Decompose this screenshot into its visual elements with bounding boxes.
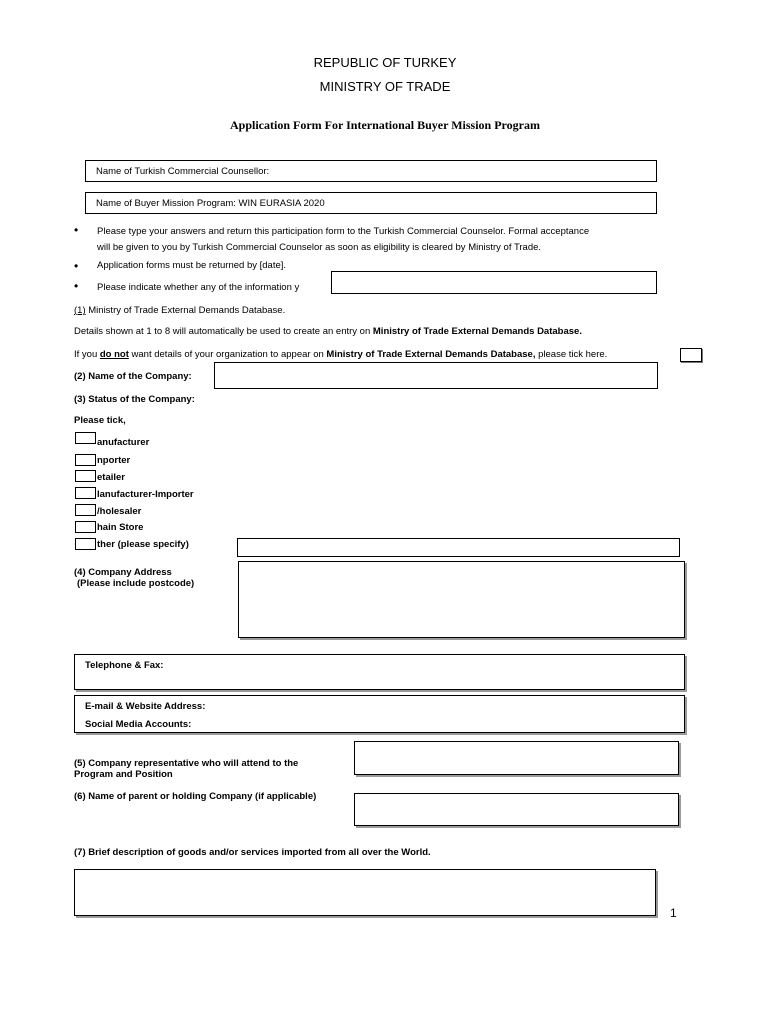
page-number: 1	[670, 906, 677, 920]
status-option-manufacturer: anufacturer	[97, 437, 150, 448]
section-1-heading	[74, 305, 285, 316]
section-1-tick-instruction	[74, 349, 607, 360]
details-database-name: Ministry of Trade External Demands Database.	[372, 326, 582, 337]
status-checkbox-retailer[interactable]	[75, 470, 96, 482]
section-1-heading-text: Ministry of Trade External Demands Database.	[85, 305, 286, 316]
company-name-field[interactable]	[214, 362, 658, 389]
telephone-fax-field[interactable]	[74, 654, 685, 690]
bullet-1: •	[74, 223, 79, 237]
email-website-label: E-mail & Website Address:	[85, 701, 206, 712]
tick-text-do-not: do not	[99, 349, 129, 360]
tick-text-database: Ministry of Trade External Demands Database,	[326, 349, 536, 360]
section-5-label-line2: Program and Position	[74, 769, 173, 780]
info-indication-field[interactable]	[331, 271, 657, 294]
email-social-field[interactable]	[74, 695, 685, 733]
opt-out-checkbox[interactable]	[680, 348, 702, 362]
status-checkbox-chain-store[interactable]	[75, 521, 96, 533]
parent-company-field[interactable]	[354, 793, 679, 826]
program-name-field[interactable]	[85, 192, 657, 214]
status-option-retailer: etailer	[97, 472, 125, 483]
status-option-manufacturer-importer: lanufacturer-Importer	[97, 489, 194, 500]
status-checkbox-manufacturer-importer[interactable]	[75, 487, 96, 499]
status-checkbox-importer[interactable]	[75, 454, 96, 466]
section-3-label: (3) Status of the Company:	[74, 394, 195, 405]
form-title: Application Form For International Buyer Mission Program	[230, 118, 540, 132]
section-7-label: (7) Brief description of goods and/or services imported from all over the World.	[74, 847, 431, 858]
instruction-1-line2: will be given to you by Turkish Commercial Counselor as soon as eligibility is cleared by Ministry of Trade.	[97, 242, 542, 253]
bullet-2: •	[74, 259, 79, 273]
status-option-chain-store: hain Store	[97, 522, 144, 533]
tick-text-post: please tick here.	[535, 349, 608, 360]
section-1-details	[74, 326, 582, 337]
country-title: REPUBLIC OF TURKEY	[313, 55, 457, 70]
representative-field[interactable]	[354, 741, 679, 775]
status-option-importer: nporter	[97, 455, 131, 466]
section-5-label-line1: (5) Company representative who will attend to the	[74, 758, 299, 769]
details-text: Details shown at 1 to 8 will automatically be used to create an entry on	[74, 326, 373, 337]
tick-text-pre: If you	[74, 349, 100, 360]
instruction-2: Application forms must be returned by [date].	[97, 260, 287, 271]
program-name-label: Name of Buyer Mission Program: WIN EURASIA 2020	[96, 198, 325, 209]
telephone-fax-label: Telephone & Fax:	[85, 660, 164, 671]
status-option-other: ther (please specify)	[97, 539, 189, 550]
section-4-label-line1: (4) Company Address	[74, 567, 172, 578]
status-checkbox-other[interactable]	[75, 538, 96, 550]
goods-description-field[interactable]	[74, 869, 656, 916]
other-specify-field[interactable]	[237, 538, 680, 557]
status-checkbox-manufacturer[interactable]	[75, 432, 96, 444]
counsellor-name-field[interactable]	[85, 160, 657, 182]
ministry-title: MINISTRY OF TRADE	[319, 79, 451, 94]
section-1-number: (1)	[74, 305, 86, 316]
section-2-label: (2) Name of the Company:	[74, 371, 192, 382]
section-6-label: (6) Name of parent or holding Company (if applicable)	[74, 791, 317, 802]
bullet-3: •	[74, 279, 79, 293]
counsellor-name-label: Name of Turkish Commercial Counsellor:	[96, 166, 270, 177]
social-media-label: Social Media Accounts:	[85, 719, 192, 730]
instruction-3: Please indicate whether any of the information y	[97, 282, 300, 293]
status-checkbox-wholesaler[interactable]	[75, 504, 96, 516]
please-tick-label: Please tick,	[74, 415, 126, 426]
tick-text-mid: want details of your organization to appear on	[128, 349, 327, 360]
status-option-wholesaler: /holesaler	[97, 506, 142, 517]
section-4-label-line2: (Please include postcode)	[77, 578, 195, 589]
instruction-1-line1: Please type your answers and return this participation form to the Turkish Commercial Counselor. Formal acceptance	[97, 226, 590, 237]
company-address-field[interactable]	[238, 561, 685, 638]
